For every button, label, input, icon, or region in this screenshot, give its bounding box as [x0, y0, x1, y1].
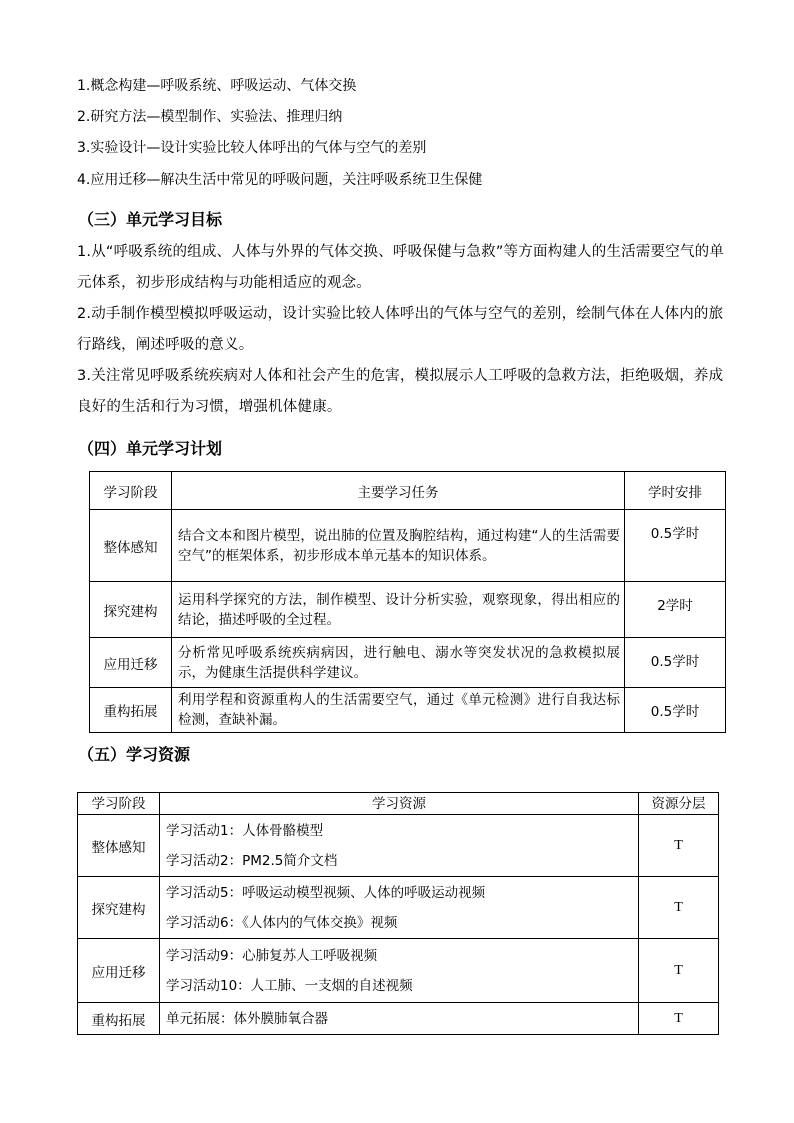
resource-item: 单元拓展：体外膜肺氧合器	[166, 1010, 328, 1027]
table-header-row	[90, 472, 726, 510]
hours-cell: 0.5学时	[625, 510, 726, 582]
intro-item: 1.概念构建—呼吸系统、呼吸运动、气体交换	[77, 78, 357, 94]
section-title: （三）单元学习目标	[78, 210, 223, 229]
resource-item: 学习活动1：人体骨骼模型	[166, 822, 324, 839]
hours-cell: 0.5学时	[625, 638, 726, 688]
task-cell: 利用学程和资源重构人的生活需要空气，通过《单元检测》进行自我达标检测，查缺补漏。	[172, 688, 625, 733]
stage-cell: 应用迁移	[90, 638, 172, 688]
resource-item: 学习活动5：呼吸运动模型视频、人体的呼吸运动视频	[166, 884, 486, 901]
table-row	[90, 582, 726, 638]
hours-cell: 0.5学时	[625, 688, 726, 733]
stage-cell: 整体感知	[78, 815, 160, 877]
resource-cell	[160, 877, 639, 939]
section-title: （五）学习资源	[78, 745, 191, 764]
column-header: 学时安排	[625, 472, 726, 510]
resource-item: 学习活动9：心肺复苏人工呼吸视频	[166, 947, 378, 964]
stage-cell: 探究建构	[90, 582, 172, 638]
goal-paragraph: 1.从“呼吸系统的组成、人体与外界的气体交换、呼吸保健与急救”等方面构建人的生活需要空气的单元体系，初步形成结构与功能相适应的观念。	[77, 244, 725, 291]
table-header-row	[78, 793, 719, 815]
table-row	[78, 815, 719, 877]
intro-item: 3.实验设计—设计实验比较人体呼出的气体与空气的差别	[77, 140, 427, 156]
table-row	[78, 877, 719, 939]
stage-cell: 重构拓展	[78, 1003, 160, 1035]
column-header: 学习阶段	[90, 472, 172, 510]
column-header: 学习阶段	[78, 793, 160, 815]
layer-cell: T	[639, 939, 719, 1003]
intro-item: 4.应用迁移—解决生活中常见的呼吸问题，关注呼吸系统卫生保健	[77, 172, 483, 188]
column-header: 资源分层	[639, 793, 719, 815]
table-row	[90, 638, 726, 688]
column-header: 主要学习任务	[172, 472, 625, 510]
intro-item: 2.研究方法—模型制作、实验法、推理归纳	[77, 109, 343, 125]
table-row	[78, 1003, 719, 1035]
task-cell: 运用科学探究的方法，制作模型、设计分析实验，观察现象，得出相应的结论，描述呼吸的全过程。	[172, 582, 625, 638]
hours-cell: 2学时	[625, 582, 726, 638]
resource-cell	[160, 1003, 639, 1035]
goal-paragraph: 2.动手制作模型模拟呼吸运动，设计实验比较人体呼出的气体与空气的差别，绘制气体在人体内的旅行路线，阐述呼吸的意义。	[77, 306, 724, 353]
resource-cell	[160, 939, 639, 1003]
stage-cell: 应用迁移	[78, 939, 160, 1003]
resource-cell	[160, 815, 639, 877]
resource-item: 学习活动2：PM2.5简介文档	[166, 852, 338, 869]
column-header: 学习资源	[160, 793, 639, 815]
stage-cell: 整体感知	[90, 510, 172, 582]
section-title: （四）单元学习计划	[78, 439, 223, 458]
task-cell: 结合文本和图片模型，说出肺的位置及胸腔结构，通过构建“人的生活需要空气”的框架体系，初步形成本单元基本的知识体系。	[172, 510, 625, 582]
task-cell: 分析常见呼吸系统疾病病因，进行触电、溺水等突发状况的急救模拟展示，为健康生活提供科学建议。	[172, 638, 625, 688]
layer-cell: T	[639, 1003, 719, 1035]
table-row	[90, 688, 726, 733]
stage-cell: 重构拓展	[90, 688, 172, 733]
goal-paragraph: 3.关注常见呼吸系统疾病对人体和社会产生的危害，模拟展示人工呼吸的急救方法，拒绝吸烟，养成良好的生活和行为习惯，增强机体健康。	[77, 368, 724, 415]
layer-cell: T	[639, 877, 719, 939]
layer-cell: T	[639, 815, 719, 877]
table-row	[90, 510, 726, 582]
study-plan-table	[89, 471, 726, 733]
stage-cell: 探究建构	[78, 877, 160, 939]
resource-item: 学习活动10：人工肺、一支烟的自述视频	[166, 977, 413, 994]
learning-resources-table	[77, 792, 719, 1035]
resource-item: 学习活动6：《人体内的气体交换》视频	[166, 914, 398, 931]
table-row	[78, 939, 719, 1003]
